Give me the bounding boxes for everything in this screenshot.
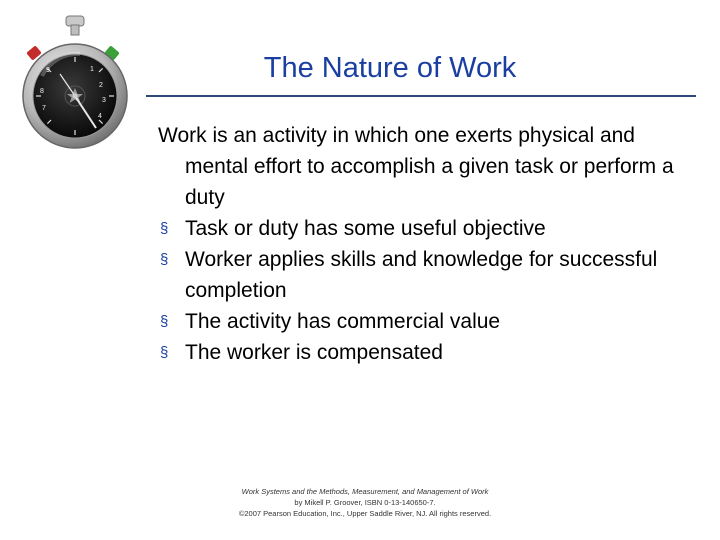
slide-footer bbox=[200, 486, 530, 519]
slide-title: The Nature of Work bbox=[263, 52, 517, 84]
bullet-list bbox=[158, 213, 698, 368]
bullet-marker-icon: § bbox=[160, 313, 169, 330]
bullet-item bbox=[158, 244, 698, 306]
svg-text:7: 7 bbox=[42, 105, 46, 112]
bullet-item bbox=[158, 213, 698, 244]
bullet-text: Task or duty has some useful objective bbox=[185, 217, 546, 240]
footer-author: by Mikell P. Groover, ISBN 0-13-140650-7. bbox=[294, 498, 436, 507]
stopwatch-icon bbox=[20, 14, 140, 166]
footer-copyright: ©2007 Pearson Education, Inc., Upper Saddle River, NJ. All rights reserved. bbox=[238, 509, 492, 518]
svg-text:1: 1 bbox=[90, 66, 94, 73]
bullet-text: The worker is compensated bbox=[185, 341, 443, 364]
svg-text:2: 2 bbox=[99, 82, 103, 89]
bullet-text: Worker applies skills and knowledge for successful completion bbox=[185, 248, 658, 302]
bullet-text: The activity has commercial value bbox=[185, 310, 501, 333]
intro-paragraph: Work is an activity in which one exerts physical and mental effort to accomplish a given task or perform a duty bbox=[158, 124, 674, 209]
bullet-marker-icon: § bbox=[160, 251, 169, 268]
slide-body bbox=[158, 120, 698, 368]
bullet-marker-icon: § bbox=[160, 220, 169, 237]
svg-text:3: 3 bbox=[102, 97, 106, 104]
svg-text:4: 4 bbox=[98, 113, 102, 120]
svg-text:8: 8 bbox=[40, 88, 44, 95]
bullet-item bbox=[158, 306, 698, 337]
bullet-marker-icon: § bbox=[160, 344, 169, 361]
title-divider bbox=[146, 95, 696, 97]
footer-book-title: Work Systems and the Methods, Measurement, and Management of Work bbox=[241, 487, 489, 496]
svg-text:9: 9 bbox=[46, 67, 50, 74]
bullet-item bbox=[158, 337, 698, 368]
